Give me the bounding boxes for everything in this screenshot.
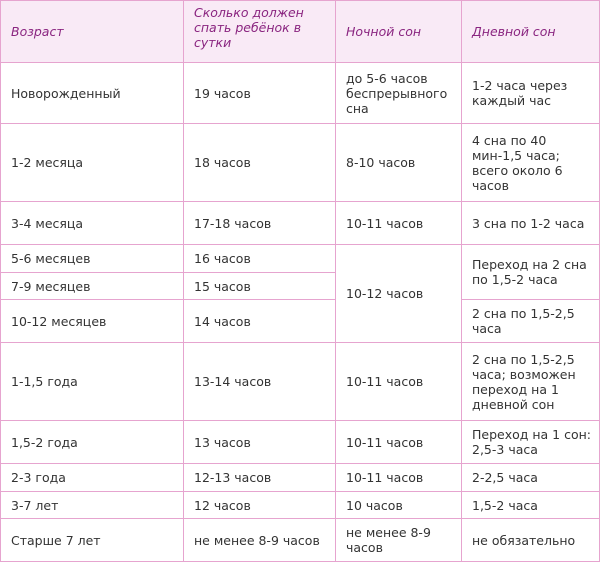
day-cell: не обязательно <box>462 519 600 562</box>
table-row <box>1 300 600 343</box>
day-cell: 1-2 часа через каждый час <box>462 63 600 124</box>
day-cell: 4 сна по 40 мин-1,5 часа; всего около 6 часов <box>462 124 600 202</box>
table-row <box>1 421 600 464</box>
total-cell: не менее 8-9 часов <box>184 519 336 562</box>
age-cell: 3-7 лет <box>1 492 184 519</box>
night-cell: 10 часов <box>336 492 462 519</box>
table-row <box>1 63 600 124</box>
night-cell: 10-12 часов <box>336 245 462 343</box>
table-row <box>1 245 600 273</box>
day-cell: 1,5-2 часа <box>462 492 600 519</box>
total-cell: 12-13 часов <box>184 464 336 492</box>
total-cell: 19 часов <box>184 63 336 124</box>
header-night-sleep: Ночной сон <box>336 1 462 63</box>
age-cell: 10-12 месяцев <box>1 300 184 343</box>
night-cell: 10-11 часов <box>336 343 462 421</box>
header-row <box>1 1 600 63</box>
table-row <box>1 464 600 492</box>
total-cell: 13-14 часов <box>184 343 336 421</box>
header-day-sleep: Дневной сон <box>462 1 600 63</box>
day-cell: Переход на 2 сна по 1,5-2 часа <box>462 245 600 300</box>
age-cell: Старше 7 лет <box>1 519 184 562</box>
age-cell: 3-4 месяца <box>1 202 184 245</box>
night-cell: 10-11 часов <box>336 202 462 245</box>
total-cell: 18 часов <box>184 124 336 202</box>
day-cell: Переход на 1 сон: 2,5-3 часа <box>462 421 600 464</box>
total-cell: 13 часов <box>184 421 336 464</box>
day-cell: 2-2,5 часа <box>462 464 600 492</box>
total-cell: 14 часов <box>184 300 336 343</box>
table-row <box>1 519 600 562</box>
age-cell: Новорожденный <box>1 63 184 124</box>
day-cell: 3 сна по 1-2 часа <box>462 202 600 245</box>
age-cell: 1-1,5 года <box>1 343 184 421</box>
age-cell: 1,5-2 года <box>1 421 184 464</box>
day-cell: 2 сна по 1,5-2,5 часа; возможен переход на 1 дневной сон <box>462 343 600 421</box>
table-row <box>1 124 600 202</box>
total-cell: 16 часов <box>184 245 336 273</box>
total-cell: 17-18 часов <box>184 202 336 245</box>
age-cell: 5-6 месяцев <box>1 245 184 273</box>
age-cell: 1-2 месяца <box>1 124 184 202</box>
night-cell: 10-11 часов <box>336 421 462 464</box>
header-age: Возраст <box>1 1 184 63</box>
night-cell: до 5-6 часов беспрерывного сна <box>336 63 462 124</box>
night-cell: 8-10 часов <box>336 124 462 202</box>
day-cell: 2 сна по 1,5-2,5 часа <box>462 300 600 343</box>
night-cell: не менее 8-9 часов <box>336 519 462 562</box>
age-cell: 2-3 года <box>1 464 184 492</box>
night-cell: 10-11 часов <box>336 464 462 492</box>
age-cell: 7-9 месяцев <box>1 273 184 300</box>
table-row <box>1 343 600 421</box>
total-cell: 12 часов <box>184 492 336 519</box>
table-row <box>1 202 600 245</box>
header-total-sleep: Сколько должен спать ребёнок в сутки <box>184 1 336 63</box>
total-cell: 15 часов <box>184 273 336 300</box>
table-row <box>1 492 600 519</box>
